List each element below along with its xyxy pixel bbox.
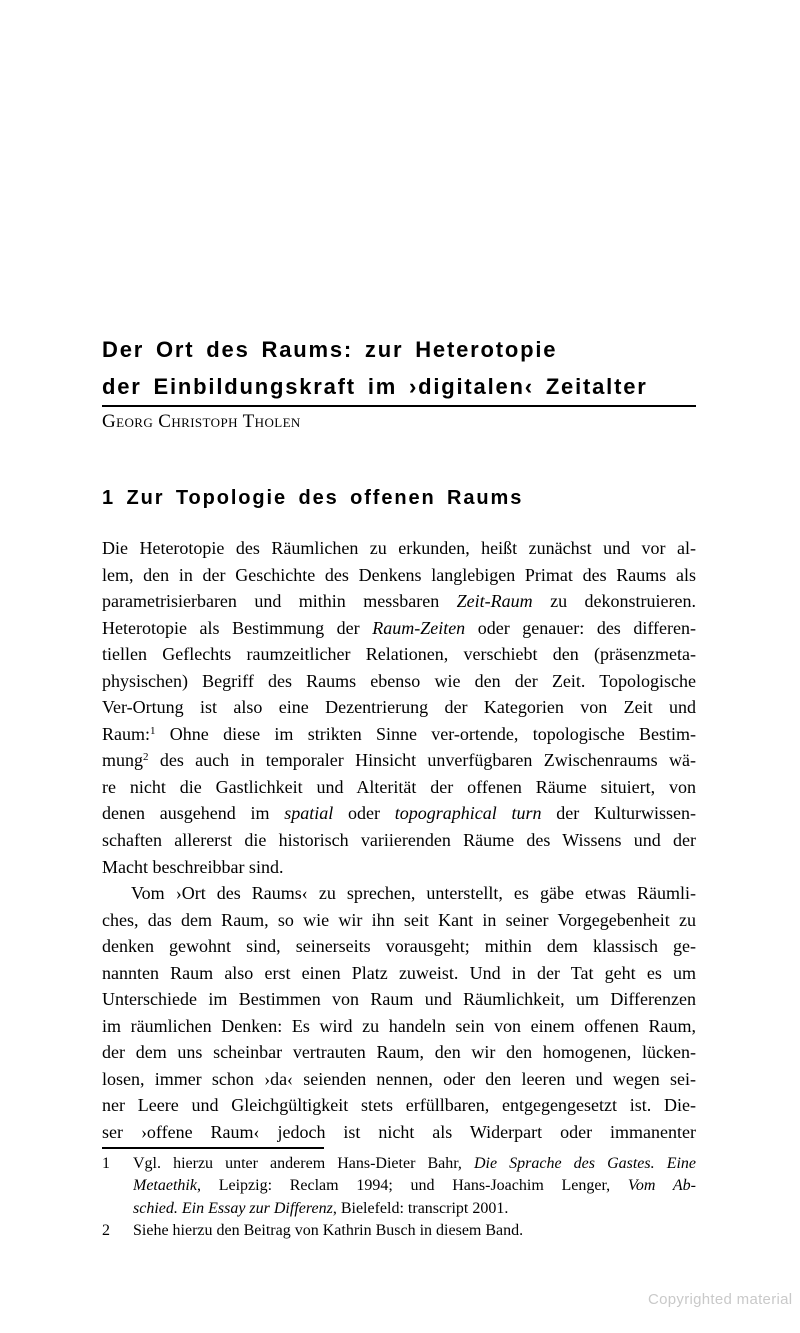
author-name: Georg Christoph Tholen [102, 411, 301, 432]
body-line: Heterotopie als Bestimmung der Raum-Zeiten oder genauer: des differen- [102, 617, 696, 638]
body-line: nannten Raum also erst einen Platz zuweist. Und in der Tat geht es um [102, 962, 696, 983]
body-line: parametrisierbaren und mithin messbaren Zeit-Raum zu dekonstruieren. [102, 591, 696, 612]
body-line: tiellen Geflechts raumzeitlicher Relationen, verschiebt den (präsenzmeta- [102, 644, 696, 665]
body-line: denken gewohnt sind, seinerseits vorausgeht; mithin dem klassisch ge- [102, 936, 696, 957]
footnote-text [133, 1220, 696, 1242]
section-heading: 1 Zur Topologie des offenen Raums [102, 487, 524, 509]
footnote-line: Vgl. hierzu unter anderem Hans-Dieter Bahr, Die Sprache des Gastes. Eine [133, 1155, 696, 1172]
body-line: denen ausgehend im spatial oder topographical turn der Kulturwissen- [102, 803, 696, 824]
body-line: physischen) Begriff des Raums ebenso wie den der Zeit. Topologische [102, 670, 696, 691]
body-line: Vom ›Ort des Raums‹ zu sprechen, unterstellt, es gäbe etwas Räumli- [131, 883, 696, 904]
body-line: im räumlichen Denken: Es wird zu handeln sein von einem offenen Raum, [102, 1015, 696, 1036]
body-line: re nicht die Gastlichkeit und Alterität der offenen Räume situiert, von [102, 776, 696, 797]
copyright-watermark: Copyrighted material [648, 1291, 793, 1308]
body-line: der dem uns scheinbar vertrauten Raum, den wir den homogenen, lücken- [102, 1042, 696, 1063]
footnote-number: 2 [102, 1221, 110, 1239]
body-line: ches, das dem Raum, so wie wir ihn seit Kant in seiner Vorgegebenheit zu [102, 909, 696, 930]
chapter-title-line-1: Der Ort des Raums: zur Heterotopie [102, 337, 558, 362]
body-line: Unterschiede im Bestimmen von Raum und Räumlichkeit, um Differenzen [102, 989, 696, 1010]
body-line: ser ›offene Raum‹ jedoch ist nicht als Widerpart oder immanenter [102, 1122, 696, 1143]
footnote-text [133, 1153, 696, 1220]
body-line: Die Heterotopie des Räumlichen zu erkunden, heißt zunächst und vor al- [102, 538, 696, 558]
body-line: mung$^2$ des auch in temporaler Hinsicht unverfügbaren Zwischenraums wä- [102, 750, 696, 771]
footnote-item [102, 1220, 696, 1242]
body-line: lem, den in der Geschichte des Denkens langlebigen Primat des Raums als [102, 564, 696, 585]
chapter-title-line-2: der Einbildungskraft im ›digitalen‹ Zeitalter [102, 374, 648, 399]
body-line: Macht beschreibbar sind. [102, 856, 284, 877]
body-line: losen, immer schon ›da‹ seienden nennen, oder den leeren und wegen sei- [102, 1068, 696, 1089]
body-line: Ver-Ortung ist also eine Dezentrierung der Kategorien von Zeit und [102, 697, 696, 718]
body-line: Raum:$^1$ Ohne diese im strikten Sinne ver-ortende, topologische Bestim- [102, 723, 696, 744]
footnote-number: 1 [102, 1155, 110, 1172]
chapter-title [102, 331, 696, 407]
footnote-line: Siehe hierzu den Beitrag von Kathrin Busch in diesem Band. [133, 1221, 524, 1239]
footnotes [102, 1153, 696, 1242]
body-line: ner Leere und Gleichgültigkeit stets erfüllbaren, entgegengesetzt ist. Die- [102, 1095, 696, 1116]
footnote-line: Metaethik, Leipzig: Reclam 1994; und Hans-Joachim Lenger, Vom Ab- [133, 1177, 696, 1195]
footnote-item [102, 1153, 696, 1220]
body-line: schaften allererst die historisch variierenden Räume des Wissens und der [102, 830, 696, 851]
footnote-separator [102, 1147, 324, 1149]
footnote-line: schied. Ein Essay zur Differenz, Bielefeld: transcript 2001. [133, 1199, 509, 1217]
body-text [102, 535, 696, 1146]
